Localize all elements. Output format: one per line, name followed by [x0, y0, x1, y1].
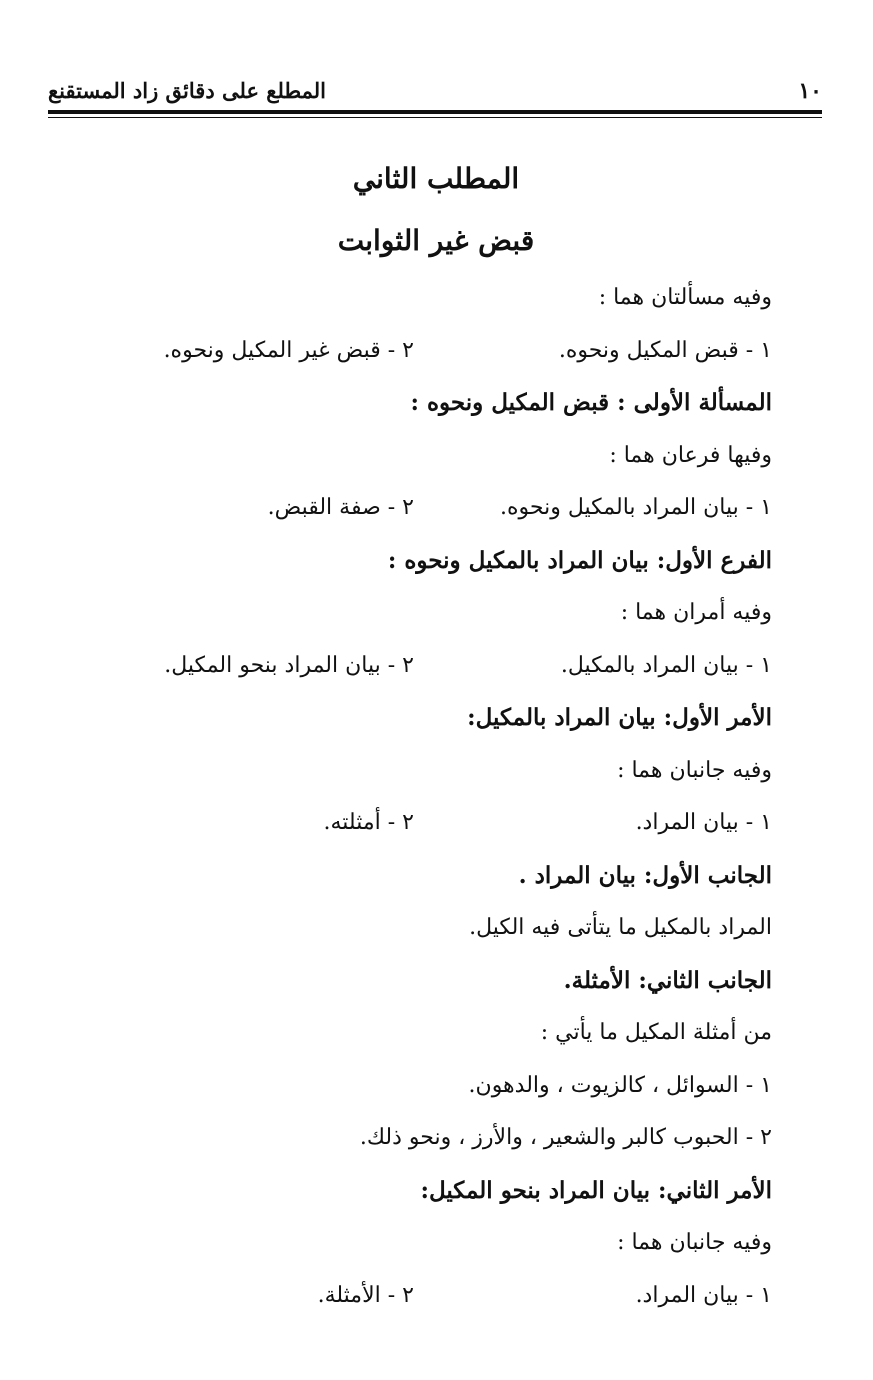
header-rule-thick — [48, 110, 822, 114]
subheading: المسألة الأولى : قبض المكيل ونحوه : — [410, 389, 772, 416]
two-item-line — [100, 1270, 772, 1323]
subheading: الجانب الأول: بيان المراد . — [518, 861, 772, 889]
subheading: الفرع الأول: بيان المراد بالمكيل ونحوه : — [387, 546, 772, 574]
subheading: الأمر الثاني: بيان المراد بنحو المكيل: — [420, 1176, 772, 1204]
page-number: ١٠ — [798, 78, 822, 104]
list-item: ٢ - أمثلته. — [323, 810, 414, 835]
list-item: ٢ - قبض غير المكيل ونحوه. — [163, 337, 414, 363]
list-item: ٢ - بيان المراد بنحو المكيل. — [164, 652, 414, 678]
two-item-line — [100, 482, 772, 535]
list-item: ١ - بيان المراد. — [635, 810, 772, 835]
body-line: وفيها فرعان هما : — [609, 442, 772, 468]
body-line: من أمثلة المكيل ما يأتي : — [540, 1020, 772, 1045]
body-line: المراد بالمكيل ما يتأتى فيه الكيل. — [469, 915, 772, 940]
list-item: ٢ - الأمثلة. — [317, 1282, 414, 1308]
page-body — [100, 148, 772, 1322]
two-item-line — [100, 325, 772, 378]
list-item: ١ - قبض المكيل ونحوه. — [558, 337, 772, 363]
body-line: وفيه مسألتان هما : — [598, 285, 772, 310]
two-item-line — [100, 797, 772, 850]
list-item: ١ - بيان المراد. — [635, 1282, 772, 1308]
header-rule-thin — [48, 117, 822, 118]
body-line: وفيه أمران هما : — [620, 600, 772, 625]
subheading: الأمر الأول: بيان المراد بالمكيل: — [467, 704, 772, 731]
section-title: المطلب الثاني — [352, 162, 520, 195]
list-item: ١ - بيان المراد بالمكيل. — [560, 652, 772, 678]
body-line: ١ - السوائل ، كالزيوت ، والدهون. — [468, 1072, 772, 1098]
body-line: وفيه جانبان هما : — [617, 757, 772, 783]
list-item: ١ - بيان المراد بالمكيل ونحوه. — [500, 495, 772, 520]
section-subtitle: قبض غير الثوابت — [337, 224, 535, 257]
list-item: ٢ - صفة القبض. — [267, 495, 414, 520]
subheading: الجانب الثاني: الأمثلة. — [563, 966, 772, 994]
page-header — [48, 78, 822, 104]
book-title: المطلع على دقائق زاد المستقنع — [48, 78, 327, 103]
two-item-line — [100, 640, 772, 693]
body-line: ٢ - الحبوب كالبر والشعير ، والأرز ، ونحو ذلك. — [359, 1125, 772, 1150]
body-line: وفيه جانبان هما : — [617, 1230, 772, 1255]
